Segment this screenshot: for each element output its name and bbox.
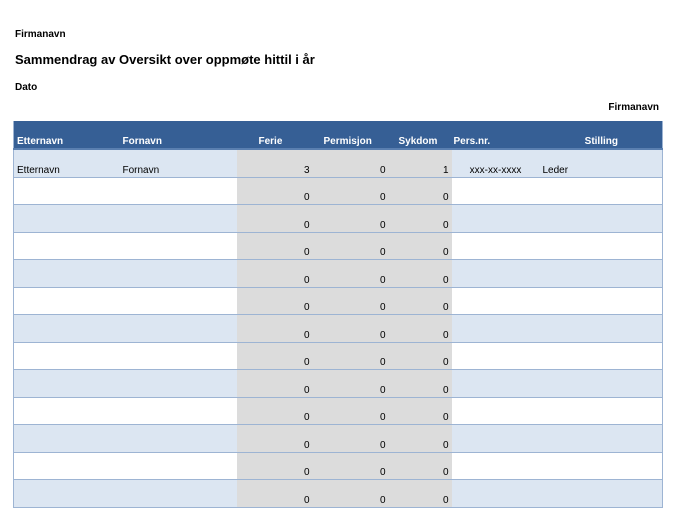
cell-sykdom[interactable]: 0 xyxy=(389,205,452,233)
cell-sykdom[interactable]: 0 xyxy=(389,425,452,453)
cell-etternavn[interactable] xyxy=(14,205,120,233)
cell-permisjon[interactable]: 0 xyxy=(313,287,389,315)
cell-stilling[interactable] xyxy=(540,177,663,205)
cell-permisjon[interactable]: 0 xyxy=(313,425,389,453)
cell-etternavn[interactable] xyxy=(14,342,120,370)
table-row xyxy=(14,397,663,425)
cell-etternavn[interactable] xyxy=(14,425,120,453)
cell-permisjon[interactable]: 0 xyxy=(313,480,389,508)
cell-ferie[interactable]: 0 xyxy=(237,232,313,260)
cell-sykdom[interactable]: 0 xyxy=(389,342,452,370)
cell-permisjon[interactable]: 0 xyxy=(313,452,389,480)
cell-persnr[interactable] xyxy=(452,260,540,288)
cell-fornavn[interactable] xyxy=(120,342,237,370)
cell-stilling[interactable] xyxy=(540,425,663,453)
cell-sykdom[interactable]: 0 xyxy=(389,370,452,398)
cell-sykdom[interactable]: 0 xyxy=(389,232,452,260)
column-header-ferie[interactable]: Ferie xyxy=(237,121,313,149)
cell-etternavn[interactable] xyxy=(14,287,120,315)
cell-fornavn[interactable] xyxy=(120,452,237,480)
table-row xyxy=(14,452,663,480)
attendance-table xyxy=(13,121,663,508)
column-header-etternavn[interactable]: Etternavn xyxy=(14,121,120,149)
table-row xyxy=(14,425,663,453)
cell-stilling[interactable]: Leder xyxy=(540,149,663,177)
cell-fornavn[interactable] xyxy=(120,480,237,508)
cell-etternavn[interactable] xyxy=(14,315,120,343)
cell-permisjon[interactable]: 0 xyxy=(313,342,389,370)
cell-stilling[interactable] xyxy=(540,232,663,260)
company-name-right: Firmanavn xyxy=(608,102,659,113)
cell-etternavn[interactable]: Etternavn xyxy=(14,149,120,177)
cell-persnr[interactable]: xxx-xx-xxxx xyxy=(452,149,540,177)
cell-sykdom[interactable]: 0 xyxy=(389,287,452,315)
cell-permisjon[interactable]: 0 xyxy=(313,370,389,398)
cell-stilling[interactable] xyxy=(540,315,663,343)
column-header-fornavn[interactable]: Fornavn xyxy=(120,121,237,149)
cell-permisjon[interactable]: 0 xyxy=(313,177,389,205)
cell-stilling[interactable] xyxy=(540,205,663,233)
cell-fornavn[interactable] xyxy=(120,397,237,425)
table-row xyxy=(14,260,663,288)
cell-ferie[interactable]: 0 xyxy=(237,480,313,508)
cell-etternavn[interactable] xyxy=(14,397,120,425)
cell-stilling[interactable] xyxy=(540,260,663,288)
cell-stilling[interactable] xyxy=(540,397,663,425)
company-name-top: Firmanavn xyxy=(15,29,66,40)
cell-permisjon[interactable]: 0 xyxy=(313,260,389,288)
cell-persnr[interactable] xyxy=(452,397,540,425)
cell-fornavn[interactable] xyxy=(120,287,237,315)
column-header-stilling[interactable]: Stilling xyxy=(540,121,663,149)
column-header-sykdom[interactable]: Sykdom xyxy=(389,121,452,149)
cell-persnr[interactable] xyxy=(452,232,540,260)
cell-persnr[interactable] xyxy=(452,287,540,315)
cell-fornavn[interactable] xyxy=(120,260,237,288)
cell-persnr[interactable] xyxy=(452,342,540,370)
table-row xyxy=(14,370,663,398)
cell-persnr[interactable] xyxy=(452,177,540,205)
cell-stilling[interactable] xyxy=(540,370,663,398)
page-title: Sammendrag av Oversikt over oppmøte hittil i år xyxy=(15,52,315,67)
cell-sykdom[interactable]: 0 xyxy=(389,177,452,205)
table-row xyxy=(14,232,663,260)
cell-permisjon[interactable]: 0 xyxy=(313,315,389,343)
cell-ferie[interactable]: 0 xyxy=(237,315,313,343)
cell-etternavn[interactable] xyxy=(14,452,120,480)
cell-persnr[interactable] xyxy=(452,480,540,508)
cell-ferie[interactable]: 0 xyxy=(237,205,313,233)
table-header-row xyxy=(14,121,663,149)
cell-sykdom[interactable]: 0 xyxy=(389,315,452,343)
table-row xyxy=(14,287,663,315)
table-row xyxy=(14,480,663,508)
cell-stilling[interactable] xyxy=(540,480,663,508)
cell-ferie[interactable]: 0 xyxy=(237,452,313,480)
cell-ferie[interactable]: 0 xyxy=(237,397,313,425)
cell-ferie[interactable]: 0 xyxy=(237,287,313,315)
cell-ferie[interactable]: 0 xyxy=(237,370,313,398)
cell-fornavn[interactable] xyxy=(120,425,237,453)
cell-stilling[interactable] xyxy=(540,287,663,315)
cell-fornavn[interactable] xyxy=(120,315,237,343)
table-row xyxy=(14,177,663,205)
table-row xyxy=(14,205,663,233)
column-header-persnr[interactable]: Pers.nr. xyxy=(452,121,540,149)
cell-etternavn[interactable] xyxy=(14,177,120,205)
column-header-permisjon[interactable]: Permisjon xyxy=(313,121,389,149)
cell-permisjon[interactable]: 0 xyxy=(313,397,389,425)
cell-fornavn[interactable]: Fornavn xyxy=(120,149,237,177)
cell-permisjon[interactable]: 0 xyxy=(313,205,389,233)
cell-permisjon[interactable]: 0 xyxy=(313,232,389,260)
cell-sykdom[interactable]: 1 xyxy=(389,149,452,177)
cell-sykdom[interactable]: 0 xyxy=(389,397,452,425)
cell-permisjon[interactable]: 0 xyxy=(313,149,389,177)
cell-etternavn[interactable] xyxy=(14,260,120,288)
cell-fornavn[interactable] xyxy=(120,177,237,205)
cell-persnr[interactable] xyxy=(452,452,540,480)
cell-fornavn[interactable] xyxy=(120,205,237,233)
cell-ferie[interactable]: 0 xyxy=(237,425,313,453)
cell-sykdom[interactable]: 0 xyxy=(389,260,452,288)
cell-persnr[interactable] xyxy=(452,205,540,233)
cell-stilling[interactable] xyxy=(540,452,663,480)
cell-fornavn[interactable] xyxy=(120,370,237,398)
cell-persnr[interactable] xyxy=(452,315,540,343)
table-row xyxy=(14,342,663,370)
table-row xyxy=(14,315,663,343)
cell-stilling[interactable] xyxy=(540,342,663,370)
cell-ferie[interactable]: 0 xyxy=(237,342,313,370)
cell-fornavn[interactable] xyxy=(120,232,237,260)
cell-persnr[interactable] xyxy=(452,425,540,453)
cell-sykdom[interactable]: 0 xyxy=(389,480,452,508)
date-label: Dato xyxy=(15,82,38,93)
cell-etternavn[interactable] xyxy=(14,480,120,508)
cell-ferie[interactable]: 0 xyxy=(237,177,313,205)
cell-ferie[interactable]: 3 xyxy=(237,149,313,177)
cell-ferie[interactable]: 0 xyxy=(237,260,313,288)
cell-etternavn[interactable] xyxy=(14,232,120,260)
cell-sykdom[interactable]: 0 xyxy=(389,452,452,480)
cell-persnr[interactable] xyxy=(452,370,540,398)
table-row xyxy=(14,149,663,177)
cell-etternavn[interactable] xyxy=(14,370,120,398)
